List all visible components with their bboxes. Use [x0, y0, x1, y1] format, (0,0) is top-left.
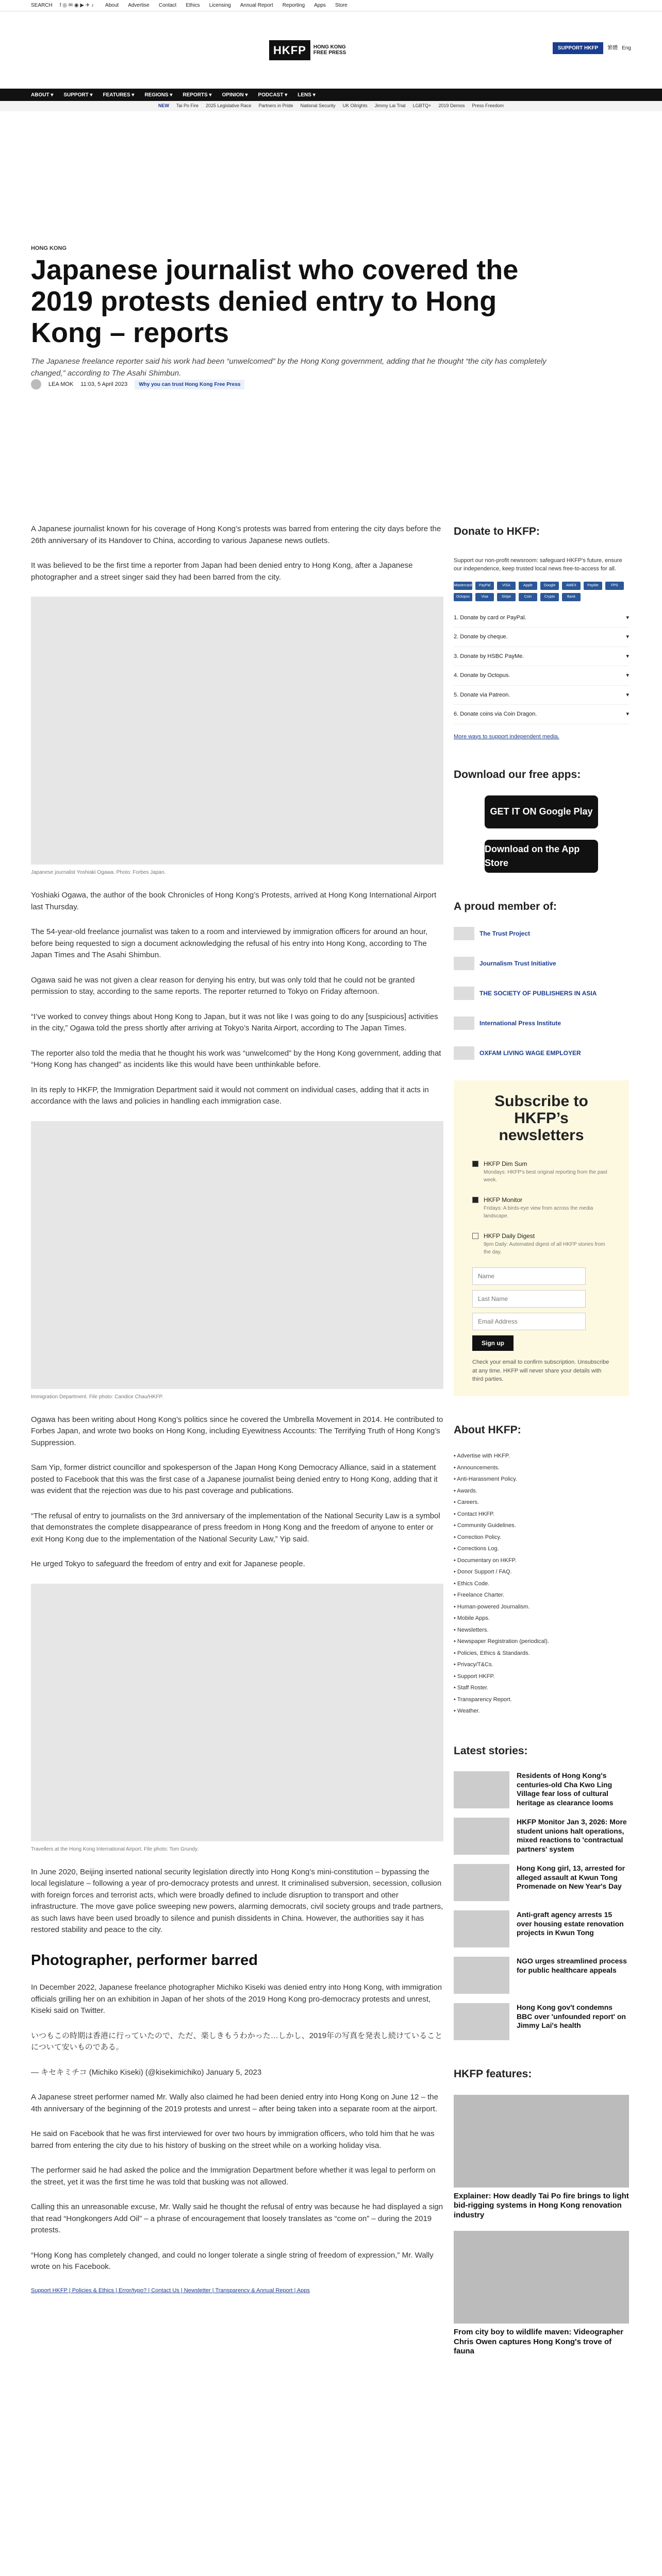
- feature-title: From city boy to wildlife maven: Videographer Chris Owen captures Hong Kong's trove of fauna: [454, 2327, 623, 2356]
- utility-link[interactable]: Reporting: [282, 3, 305, 8]
- chevron-down-icon: ▾: [626, 653, 629, 659]
- lang-en-link[interactable]: Eng: [622, 45, 631, 51]
- story-title: Anti-graft agency arrests 15 over housing estate renovation projects in Kwun Tong: [517, 1910, 624, 1937]
- logo-mark: HKFP: [269, 40, 310, 60]
- about-link[interactable]: • Human-powered Journalism.: [454, 1603, 530, 1610]
- social-icons[interactable]: f ◎ ✉ ◉ ▶ ✈ ♪: [59, 3, 94, 8]
- para-14: In December 2022, Japanese freelance photographer Michiko Kiseki was denied entry into Hong Kong, with immigration officials grilling her on an exhibition in Japan of her shots of the 2019 Hong Kong pro-democracy protests and unrest, Kiseki said on Twitter.: [31, 1983, 442, 2015]
- latest-title: Latest stories:: [454, 1744, 528, 1757]
- member-logo[interactable]: [454, 927, 629, 940]
- latest-story[interactable]: [454, 1864, 629, 1901]
- app-store-button[interactable]: Download on the App Store: [485, 840, 598, 873]
- latest-story[interactable]: [454, 1957, 629, 1994]
- story-thumbnail: [454, 1864, 509, 1901]
- about-link[interactable]: • Ethics Code.: [454, 1580, 490, 1587]
- article-image-3: [31, 1584, 443, 1841]
- para-17: The performer said he had asked the police and the Immigration Department before whether it was legal to perform on the street, yet it was the first time he was told that busking was not allowed.: [31, 2166, 436, 2187]
- feature-story[interactable]: [454, 2095, 629, 2221]
- chevron-down-icon: ▾: [626, 672, 629, 679]
- utility-links: [105, 2, 347, 9]
- donate-option-label: 1. Donate by card or PayPal.: [454, 614, 526, 621]
- nav-item[interactable]: REGIONS ▾: [144, 92, 173, 98]
- donate-option[interactable]: [454, 647, 629, 667]
- tweet-attribution[interactable]: — キセキミチコ (Michiko Kiseki) (@kisekimichiko) January 5, 2023: [31, 2067, 262, 2077]
- about-link[interactable]: • Transparency Report.: [454, 1696, 512, 1703]
- payment-icon: Bank: [562, 593, 581, 601]
- feature-story[interactable]: [454, 2231, 629, 2357]
- about-link[interactable]: • Documentary on HKFP.: [454, 1557, 517, 1564]
- utility-link[interactable]: About: [105, 3, 119, 8]
- newsletter-option-text: [484, 1231, 610, 1256]
- about-link[interactable]: • Community Guidelines.: [454, 1522, 516, 1529]
- checkbox-icon[interactable]: [472, 1233, 478, 1239]
- latest-story[interactable]: [454, 2003, 629, 2040]
- para-9: Ogawa has been writing about Hong Kong’s politics since he covered the Umbrella Movement in 2014. He contributed to Forbes Japan, and wrote two books on Hong Kong, including Eyewitness Accounts: The Terrifying Truth of Hong Kong’s Suppression.: [31, 1415, 443, 1447]
- last-name-field[interactable]: [472, 1290, 586, 1308]
- trending-item[interactable]: UK Oilrights: [342, 103, 368, 109]
- more-ways-link[interactable]: More ways to support independent media.: [454, 733, 559, 740]
- main-nav: [0, 89, 662, 101]
- newsletter-name: HKFP Monitor: [484, 1196, 523, 1204]
- utility-link[interactable]: Annual Report: [240, 3, 273, 8]
- donate-title: Donate to HKFP:: [454, 526, 540, 537]
- payment-icon: Apple: [519, 582, 537, 590]
- byline: [31, 379, 244, 389]
- article-dek: The Japanese freelance reporter said his work had been “unwelcomed” by the Hong Kong government, adding that he thought “the city has completely changed,” according to The Asahi Shimbun.: [31, 357, 547, 378]
- story-title: Hong Kong girl, 13, arrested for alleged assault at Kwun Tong Promenade on New Year's Day: [517, 1864, 625, 1890]
- about-link[interactable]: • Awards.: [454, 1487, 477, 1494]
- payment-icon: VISA: [497, 582, 516, 590]
- about-link[interactable]: • Donor Support / FAQ.: [454, 1569, 512, 1575]
- feature-thumbnail: [454, 2095, 629, 2188]
- utility-link[interactable]: Apps: [314, 3, 326, 8]
- sidebar: [454, 523, 629, 2367]
- utility-link[interactable]: Store: [335, 3, 347, 8]
- lang-zh-link[interactable]: 繁體: [607, 45, 618, 51]
- apps-title: Download our free apps:: [454, 769, 581, 781]
- about-link[interactable]: • Newsletters.: [454, 1626, 489, 1633]
- utility-link[interactable]: Contact: [158, 3, 177, 8]
- trending-nav: [0, 101, 662, 111]
- para-4: The 54-year-old freelance journalist was taken to a room and interviewed by immigration officers for around an hour, before being requested to sign a document acknowledging the refusal of his entry into Hong Kong, according to The Japan Times and The Asahi Shimbun.: [31, 927, 428, 959]
- trending-label: NEW: [158, 103, 169, 109]
- newsletter-option[interactable]: [472, 1231, 610, 1256]
- payment-methods: [454, 582, 629, 601]
- page-title: Japanese journalist who covered the 2019 protests denied entry to Hong Kong – reports: [31, 255, 519, 349]
- trending-item[interactable]: Jimmy Lai Trial: [374, 103, 406, 109]
- about-link[interactable]: • Staff Roster.: [454, 1685, 489, 1691]
- donate-options: [454, 608, 629, 724]
- story-thumbnail: [454, 1771, 509, 1808]
- para-8: In its reply to HKFP, the Immigration Department said it would not comment on individual cases, adding that it acts in accordance with the laws and policies in handling each immigration case.: [31, 1085, 429, 1106]
- member-logo-icon: [454, 1046, 474, 1060]
- chevron-down-icon: ▾: [626, 614, 629, 621]
- donate-option-label: 5. Donate via Patreon.: [454, 691, 510, 698]
- donate-option[interactable]: [454, 608, 629, 628]
- para-7: The reporter also told the media that he thought his work was “unwelcomed” by the Hong Kong government, adding that “Hong Kong has changed” as incidents like this would have been unthinkable before.: [31, 1048, 441, 1069]
- checkbox-icon[interactable]: [472, 1197, 478, 1203]
- signup-button[interactable]: Sign up: [472, 1335, 514, 1351]
- about-link[interactable]: • Contact HKFP.: [454, 1511, 494, 1517]
- google-play-button[interactable]: GET IT ON Google Play: [485, 795, 598, 828]
- payment-icon: FPS: [605, 582, 624, 590]
- email-field[interactable]: [472, 1313, 586, 1330]
- feature-thumbnail: [454, 2231, 629, 2324]
- trending-item[interactable]: Partners in Pride: [258, 103, 293, 109]
- para-13: In June 2020, Beijing inserted national security legislation directly into Hong Kong’s mini-constitution – bypassing the local legislature – following a year of pro-democracy protests and unrest. It criminalised subversion, secession, collusion with foreign forces and terrorist acts, which were broadly defined to include disruption to transport and other infrastructure. The move gave police sweeping new powers, alarming democrats, civil society groups and trade partners, as such laws have been used broadly to silence and punish dissidents in China. However, the authorities say it has restored stability and peace to the city.: [31, 1867, 443, 1934]
- para-16: He said on Facebook that he was first interviewed for over two hours by immigration officers, who told him that he was barred from entering the city due to his history of busking on the street while on a working holiday visa.: [31, 2129, 435, 2150]
- about-link[interactable]: • Mobile Apps.: [454, 1615, 490, 1621]
- payment-icon: PayMe: [584, 582, 602, 590]
- member-logo[interactable]: [454, 1016, 629, 1030]
- about-link[interactable]: • Weather.: [454, 1708, 480, 1714]
- donate-option[interactable]: [454, 705, 629, 724]
- newsletter-option-text: [484, 1195, 610, 1220]
- newsletter-desc: Fridays: A birds-eye view from across the media landscape.: [484, 1206, 593, 1219]
- para-12: He urged Tokyo to safeguard the freedom of entry and exit for Japanese people.: [31, 1560, 305, 1568]
- features-list: [454, 2095, 629, 2357]
- donate-option-label: 2. Donate by cheque.: [454, 634, 508, 640]
- donate-option[interactable]: [454, 666, 629, 686]
- para-5: Ogawa said he was not given a clear reason for denying his entry, but was only told that he could not be granted permission to stay, according to the same reports. The reporter returned to Tokyo on Friday afternoon.: [31, 975, 415, 996]
- search-link[interactable]: SEARCH: [31, 3, 53, 8]
- para-11: “The refusal of entry to journalists on the 3rd anniversary of the implementation of the National Security Law is a symbol that demonstrates the complete disappearance of press freedom in Hong Kong and the freedom of anyone to enter or exit Hong Kong due to the implementation of the National Security Law,” Yip said.: [31, 1511, 440, 1544]
- header-actions: [553, 42, 631, 54]
- payment-icon: Coin: [519, 593, 537, 601]
- trending-item[interactable]: LGBTQ+: [412, 103, 432, 109]
- publish-date: 11:03, 5 April 2023: [80, 381, 128, 387]
- about-link[interactable]: • Anti-Harassment Policy.: [454, 1476, 517, 1482]
- nav-item[interactable]: REPORTS ▾: [183, 92, 212, 98]
- utility-link[interactable]: Licensing: [209, 3, 231, 8]
- trending-item[interactable]: 2019 Demos: [438, 103, 465, 109]
- about-link[interactable]: • Correction Policy.: [454, 1534, 502, 1540]
- newsletter-option[interactable]: [472, 1159, 610, 1184]
- payment-icon: Google: [540, 582, 559, 590]
- payment-icon: Crypto: [540, 593, 559, 601]
- section-heading: Photographer, performer barred: [31, 1952, 258, 1969]
- feature-title: Explainer: How deadly Tai Po fire brings to light bid-rigging systems in Hong Kong renovation industry: [454, 2191, 629, 2219]
- nav-item[interactable]: OPINION ▾: [222, 92, 248, 98]
- member-name: International Press Institute: [479, 1020, 561, 1027]
- latest-story[interactable]: [454, 1818, 629, 1855]
- about-link[interactable]: • Newspaper Registration (periodical).: [454, 1638, 549, 1645]
- donate-option[interactable]: [454, 628, 629, 647]
- member-logo[interactable]: [454, 1046, 629, 1060]
- newsletter-option-text: [484, 1159, 610, 1184]
- utility-link[interactable]: Ethics: [186, 3, 200, 8]
- newsletter-box: [454, 1080, 629, 1396]
- latest-stories: [454, 1771, 629, 2040]
- trending-item[interactable]: Press Freedom: [472, 103, 504, 109]
- payment-icon: Stripe: [497, 593, 516, 601]
- image-caption-2: Immigration Department. File photo: Candice Chau/HKFP.: [31, 1394, 163, 1400]
- member-name: OXFAM LIVING WAGE EMPLOYER: [479, 1049, 581, 1057]
- category-kicker[interactable]: HONG KONG: [31, 245, 67, 251]
- about-link[interactable]: • Policies, Ethics & Standards.: [454, 1650, 530, 1656]
- about-link[interactable]: • Advertise with HKFP.: [454, 1453, 510, 1459]
- image-caption-1: Japanese journalist Yoshiaki Ogawa. Photo: Forbes Japan.: [31, 870, 166, 875]
- donate-intro[interactable]: Support our non-profit newsroom: safeguard HKFP's future, ensure our independence, keep trusted local news free-to-access for all.: [454, 557, 622, 572]
- story-title: Hong Kong gov't condemns BBC over 'unfounded report' on Jimmy Lai's health: [517, 2003, 626, 2029]
- newsletter-desc: Mondays: HKFP's best original reporting from the past week.: [484, 1170, 607, 1183]
- author-name[interactable]: LEA MOK: [48, 381, 74, 387]
- member-name: THE SOCIETY OF PUBLISHERS IN ASIA: [479, 990, 597, 997]
- story-thumbnail: [454, 1818, 509, 1855]
- about-link[interactable]: • Privacy/T&Cs.: [454, 1662, 493, 1668]
- author-avatar: [31, 379, 41, 389]
- story-title: HKFP Monitor Jan 3, 2026: More student unions halt operations, mixed reactions to 'contractual partners' system: [517, 1818, 627, 1853]
- trending-item[interactable]: National Security: [300, 103, 336, 109]
- trust-badge[interactable]: Why you can trust Hong Kong Free Press: [135, 380, 244, 389]
- member-logo-icon: [454, 1016, 474, 1030]
- para-2: It was believed to be the first time a reporter from Japan had been denied entry to Hong Kong, after a Japanese photographer and a street singer said they had been barred from the city.: [31, 561, 413, 582]
- member-title: A proud member of:: [454, 900, 557, 912]
- nav-item[interactable]: FEATURES ▾: [103, 92, 135, 98]
- member-name: The Trust Project: [479, 930, 531, 937]
- story-thumbnail: [454, 2003, 509, 2040]
- about-list: [454, 1450, 629, 1717]
- para-3: Yoshiaki Ogawa, the author of the book Chronicles of Hong Kong’s Protests, arrived at Hong Kong International Airport last Thursday.: [31, 891, 437, 911]
- payment-icon: PayPal: [475, 582, 494, 590]
- newsletter-note: Check your email to confirm subscription. Unsubscribe at any time. HKFP will never share your details with third parties.: [472, 1359, 609, 1382]
- article-image-1: [31, 597, 443, 865]
- donate-option-label: 6. Donate coins via Coin Dragon.: [454, 711, 537, 717]
- latest-story[interactable]: [454, 1771, 629, 1808]
- chevron-down-icon: ▾: [626, 691, 629, 698]
- tweet-quote: いつもこの時期は香港に行っていたので、ただ、楽しきもうわかった…しかし、2019年の写真を発表し続けていることについて安いものである。: [31, 2031, 443, 2052]
- payment-icon: Mastercard: [454, 582, 472, 590]
- nav-item[interactable]: ABOUT ▾: [31, 92, 54, 98]
- article-image-2: [31, 1121, 443, 1389]
- member-logo-icon: [454, 957, 474, 970]
- trending-item[interactable]: Tai Po Fire: [176, 103, 198, 109]
- nav-item[interactable]: LENS ▾: [297, 92, 316, 98]
- donate-option-label: 3. Donate by HSBC PayMe.: [454, 653, 524, 659]
- member-logo-icon: [454, 927, 474, 940]
- about-title: About HKFP:: [454, 1423, 521, 1436]
- newsletter-options: [472, 1159, 610, 1256]
- chevron-down-icon: ▾: [626, 711, 629, 717]
- footer-links[interactable]: Support HKFP | Policies & Ethics | Error/typo? | Contact Us | Newsletter | Transparency & Annual Report | Apps: [31, 2287, 310, 2294]
- member-name: Journalism Trust Initiative: [479, 960, 556, 967]
- trending-item[interactable]: 2025 Legislative Race: [206, 103, 252, 109]
- donate-option[interactable]: [454, 686, 629, 705]
- donate-option-label: 4. Donate by Octopus.: [454, 672, 510, 679]
- support-hkfp-button[interactable]: SUPPORT HKFP: [553, 42, 603, 54]
- para-1: A Japanese journalist known for his coverage of Hong Kong’s protests was barred from entering the city days before the 26th anniversary of its Handover to China, according to various Japanese news outlets.: [31, 524, 441, 545]
- para-15: A Japanese street performer named Mr. Wally also claimed he had been denied entry into Hong Kong on June 12 – the 4th anniversary of the beginning of the 2019 protests and unrest – after being taken into a separate room at the airport.: [31, 2093, 438, 2113]
- payment-icon: Octopus: [454, 593, 472, 601]
- payment-icon: Visa: [475, 593, 494, 601]
- utility-link[interactable]: Advertise: [128, 3, 150, 8]
- newsletter-name: HKFP Daily Digest: [484, 1232, 535, 1240]
- member-logo[interactable]: [454, 957, 629, 970]
- member-logo[interactable]: [454, 987, 629, 1000]
- donate-box: [454, 523, 629, 741]
- about-link[interactable]: • Corrections Log.: [454, 1546, 499, 1552]
- article-body: [31, 523, 443, 2308]
- para-6: “I’ve worked to convey things about Hong Kong to Japan, but it was not like I was going to do any [suspicious] activities in the city,” Ogawa told the press shortly after arriving at Tokyo’s Narita Airport, according to The Japan Times.: [31, 1012, 438, 1032]
- logo-text: HONG KONG FREE PRESS: [313, 44, 346, 56]
- about-link[interactable]: • Freelance Charter.: [454, 1592, 505, 1598]
- newsletter-option[interactable]: [472, 1195, 610, 1220]
- image-caption-3: Travellers at the Hong Kong International Airport. File photo: Tom Grundy.: [31, 1846, 198, 1852]
- masthead: [0, 11, 662, 89]
- name-field[interactable]: [472, 1267, 586, 1285]
- checkbox-icon[interactable]: [472, 1161, 478, 1167]
- about-link[interactable]: • Announcements.: [454, 1464, 500, 1471]
- site-logo[interactable]: [269, 40, 356, 60]
- payment-icon: AMEX: [562, 582, 581, 590]
- story-title: NGO urges streamlined process for public healthcare appeals: [517, 1957, 627, 1974]
- nav-item[interactable]: SUPPORT ▾: [63, 92, 93, 98]
- latest-story[interactable]: [454, 1910, 629, 1947]
- features-title: HKFP features:: [454, 2068, 532, 2080]
- story-thumbnail: [454, 1957, 509, 1994]
- about-link[interactable]: • Support HKFP.: [454, 1673, 495, 1680]
- newsletter-name: HKFP Dim Sum: [484, 1160, 527, 1167]
- about-link[interactable]: • Careers.: [454, 1499, 479, 1505]
- newsletter-desc: 9pm Daily: Automated digest of all HKFP stories from the day.: [484, 1242, 605, 1255]
- newsletter-title: Subscribe to HKFP’s newsletters: [494, 1093, 588, 1144]
- nav-item[interactable]: PODCAST ▾: [258, 92, 288, 98]
- chevron-down-icon: ▾: [626, 634, 629, 640]
- para-19: “Hong Kong has completely changed, and could no longer tolerate a single string of freedom of expression,” Mr. Wally wrote on his Facebook.: [31, 2250, 434, 2271]
- para-18: Calling this an unreasonable excuse, Mr. Wally said he thought the refusal of entry was because he had displayed a sign that read “Hongkongers Add Oil” – a phrase of encouragement that loosely translates as “come on” – during the 2019 protests.: [31, 2202, 443, 2234]
- utility-bar: [0, 0, 662, 11]
- member-logos: [454, 927, 629, 1060]
- story-thumbnail: [454, 1910, 509, 1947]
- member-logo-icon: [454, 987, 474, 1000]
- story-title: Residents of Hong Kong's centuries-old Cha Kwo Ling Village fear loss of cultural heritage as clearance looms: [517, 1771, 614, 1807]
- para-10: Sam Yip, former district councillor and spokesperson of the Japan Hong Kong Democracy Alliance, said in a statement posted to Facebook that this was the first case of a Japanese journalist being denied entry to Hong Kong, adding that it was evident that the rejection was due to his past coverage and publications.: [31, 1463, 438, 1495]
